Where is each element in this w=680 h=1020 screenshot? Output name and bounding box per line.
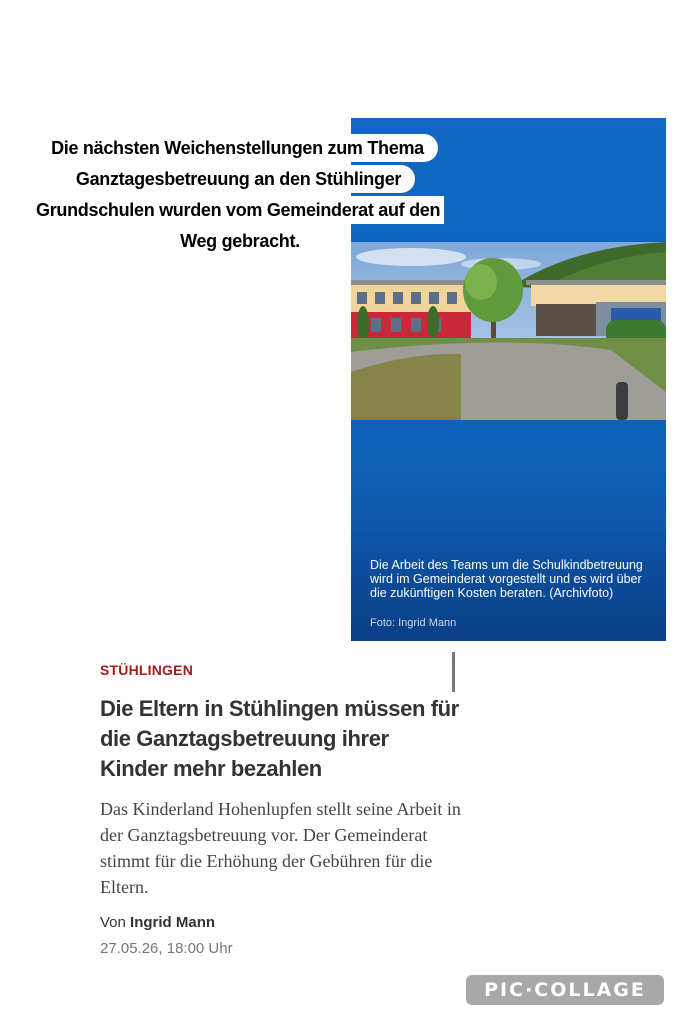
article-title[interactable]: Die Eltern in Stühlingen müssen für die Ganztagsbetreuung ihrer Kinder mehr bezahlen: [100, 696, 459, 781]
headline-line-2: Ganztagesbetreuung an den Stühlinger: [70, 165, 415, 193]
article-byline: [100, 914, 215, 931]
article-date: 27.05.26, 18:00 Uhr: [100, 940, 233, 957]
byline-prefix: Von: [100, 914, 126, 931]
author-name[interactable]: Ingrid Mann: [130, 914, 216, 931]
article-photo[interactable]: [351, 242, 666, 420]
image-credit: Foto: Ingrid Mann: [370, 617, 457, 629]
image-caption: Die Arbeit des Teams um die Schulkindbetreuung wird im Gemeinderat vorgestellt und es wird über die zukünftigen Kosten beraten. (Archivfoto): [370, 558, 643, 600]
school-building-photo: [351, 242, 666, 420]
headline-line-4: Weg gebracht.: [180, 231, 300, 251]
pic-collage-watermark: PIC·COLLAGE: [466, 975, 664, 1005]
article-kicker[interactable]: STÜHLINGEN: [100, 662, 193, 678]
article-teaser: Das Kinderland Hohenlupfen stellt seine Arbeit in der Ganztagsbetreuung vor. Der Gemeinderat stimmt für die Erhöhung der Gebühren für die Eltern.: [100, 799, 461, 897]
headline-line-1: Die nächsten Weichenstellungen zum Thema: [45, 134, 438, 162]
headline-line-3: Grundschulen wurden vom Gemeinderat auf den: [36, 196, 444, 224]
scroll-indicator: [452, 652, 455, 692]
